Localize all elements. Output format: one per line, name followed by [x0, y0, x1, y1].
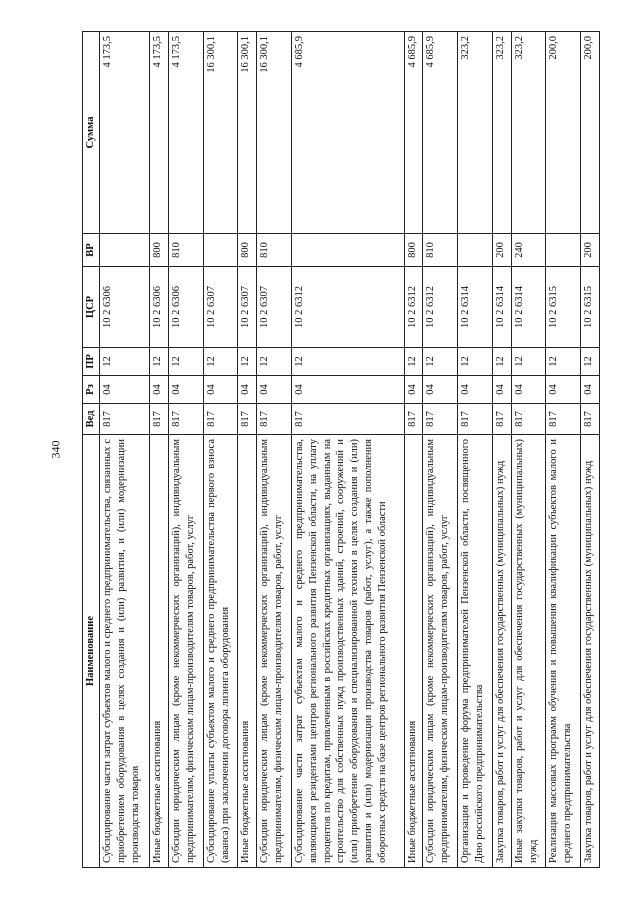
cell-vr: 800	[404, 234, 423, 267]
cell-ved: 817	[150, 404, 169, 435]
table-row	[546, 32, 581, 868]
cell-name: Субсидии юридическим лицам (кроме некоммерческих организаций), индивидуальным предпринимателям, физическим лицам-производителям товаров, работ, услуг	[257, 435, 292, 868]
cell-pr: 12	[291, 348, 404, 376]
table-row	[404, 32, 423, 868]
page-number: 340	[48, 440, 63, 459]
cell-csr: 10 2 6307	[238, 267, 257, 348]
header-vr: ВР	[83, 234, 100, 267]
cell-vr	[458, 234, 493, 267]
cell-csr: 10 2 6314	[458, 267, 493, 348]
cell-rz: 04	[203, 376, 238, 404]
cell-ved: 817	[203, 404, 238, 435]
cell-csr: 10 2 6314	[492, 267, 511, 348]
cell-ved: 817	[580, 404, 599, 435]
cell-sum: 4 685,9	[291, 32, 404, 234]
table-row	[169, 32, 204, 868]
cell-ved: 817	[404, 404, 423, 435]
table-row	[238, 32, 257, 868]
cell-vr	[546, 234, 581, 267]
table-row	[99, 32, 149, 868]
cell-pr: 12	[257, 348, 292, 376]
cell-vr: 200	[580, 234, 599, 267]
cell-ved: 817	[291, 404, 404, 435]
cell-vr: 240	[511, 234, 546, 267]
header-rz: Рз	[83, 376, 100, 404]
budget-table	[82, 31, 600, 868]
cell-sum: 323,2	[492, 32, 511, 234]
table-row	[257, 32, 292, 868]
cell-name: Субсидирование части затрат субъектам малого и среднего предпринимательства, являющимся резидентами центров регионального развития Пензенской области, на уплату процентов по кредитам, привлеченным в российских кредитных организациях, выданным на строительство для собственных нужд производственных зданий, строений, сооружений и (или) приобретение оборудования и специализированной техники в целях создания и (или) развития и (или) модернизации производства товаров (работ, услуг), а также пополнения оборотных средств на базе центров регионального развития Пензенской области	[291, 435, 404, 868]
cell-vr: 810	[423, 234, 458, 267]
cell-rz: 04	[458, 376, 493, 404]
cell-rz: 04	[423, 376, 458, 404]
cell-name: Иные закупки товаров, работ и услуг для обеспечения государственных (муниципальных) нужд	[511, 435, 546, 868]
cell-ved: 817	[546, 404, 581, 435]
cell-pr: 12	[458, 348, 493, 376]
cell-rz: 04	[99, 376, 149, 404]
cell-pr: 12	[169, 348, 204, 376]
cell-sum: 16 300,1	[203, 32, 238, 234]
cell-ved: 817	[169, 404, 204, 435]
cell-name: Субсидирование уплаты субъектом малого и среднего предпринимательства первого взноса (аванса) при заключении договора лизинга оборудования	[203, 435, 238, 868]
cell-sum: 323,2	[458, 32, 493, 234]
cell-name: Иные бюджетные ассигнования	[150, 435, 169, 868]
cell-pr: 12	[404, 348, 423, 376]
cell-ved: 817	[238, 404, 257, 435]
cell-sum: 4 685,9	[404, 32, 423, 234]
cell-csr: 10 2 6307	[257, 267, 292, 348]
cell-rz: 04	[291, 376, 404, 404]
cell-csr: 10 2 6312	[423, 267, 458, 348]
cell-pr: 12	[238, 348, 257, 376]
cell-ved: 817	[423, 404, 458, 435]
cell-name: Закупка товаров, работ и услуг для обеспечения государственных (муниципальных) нужд	[492, 435, 511, 868]
cell-vr: 810	[257, 234, 292, 267]
rotated-page-content	[82, 32, 600, 868]
cell-rz: 04	[238, 376, 257, 404]
cell-ved: 817	[257, 404, 292, 435]
table-row	[150, 32, 169, 868]
cell-ved: 817	[492, 404, 511, 435]
header-ved: Вед	[83, 404, 100, 435]
cell-csr: 10 2 6306	[99, 267, 149, 348]
cell-pr: 12	[546, 348, 581, 376]
cell-vr: 200	[492, 234, 511, 267]
cell-csr: 10 2 6306	[150, 267, 169, 348]
cell-sum: 16 300,1	[238, 32, 257, 234]
cell-csr: 10 2 6312	[291, 267, 404, 348]
cell-sum: 4 685,9	[423, 32, 458, 234]
cell-csr: 10 2 6315	[580, 267, 599, 348]
header-sum: Сумма	[83, 32, 100, 234]
cell-pr: 12	[511, 348, 546, 376]
cell-pr: 12	[423, 348, 458, 376]
cell-sum: 16 300,1	[257, 32, 292, 234]
cell-sum: 4 173,5	[150, 32, 169, 234]
table-row	[580, 32, 599, 868]
cell-vr	[99, 234, 149, 267]
table-row	[458, 32, 493, 868]
cell-ved: 817	[511, 404, 546, 435]
table-row	[492, 32, 511, 868]
cell-sum: 200,0	[546, 32, 581, 234]
cell-name: Субсидии юридическим лицам (кроме некоммерческих организаций), индивидуальным предпринимателям, физическим лицам-производителям товаров, работ, услуг	[423, 435, 458, 868]
cell-rz: 04	[257, 376, 292, 404]
cell-vr	[203, 234, 238, 267]
cell-csr: 10 2 6314	[511, 267, 546, 348]
cell-name: Субсидии юридическим лицам (кроме некоммерческих организаций), индивидуальным предпринимателям, физическим лицам-производителям товаров, работ, услуг	[169, 435, 204, 868]
cell-rz: 04	[150, 376, 169, 404]
cell-sum: 4 173,5	[169, 32, 204, 234]
cell-csr: 10 2 6307	[203, 267, 238, 348]
cell-csr: 10 2 6315	[546, 267, 581, 348]
cell-ved: 817	[458, 404, 493, 435]
cell-pr: 12	[203, 348, 238, 376]
header-pr: ПР	[83, 348, 100, 376]
cell-rz: 04	[511, 376, 546, 404]
table-row	[291, 32, 404, 868]
cell-pr: 12	[150, 348, 169, 376]
table-row	[511, 32, 546, 868]
cell-rz: 04	[580, 376, 599, 404]
table-header-row	[83, 32, 100, 868]
cell-rz: 04	[404, 376, 423, 404]
cell-rz: 04	[492, 376, 511, 404]
cell-name: Субсидирование части затрат субъектов малого и среднего предпринимательства, связанных с приобретением оборудования в целях создания и (или) развития, и (или) модернизации производства товаров	[99, 435, 149, 868]
cell-name: Реализация массовых программ обучения и повышения квалификации субъектов малого и среднего предпринимательства	[546, 435, 581, 868]
cell-vr	[291, 234, 404, 267]
cell-pr: 12	[492, 348, 511, 376]
cell-ved: 817	[99, 404, 149, 435]
cell-pr: 12	[580, 348, 599, 376]
header-name: Наименование	[83, 435, 100, 868]
cell-name: Иные бюджетные ассигнования	[238, 435, 257, 868]
cell-sum: 4 173,5	[99, 32, 149, 234]
cell-pr: 12	[99, 348, 149, 376]
cell-vr: 800	[150, 234, 169, 267]
cell-vr: 800	[238, 234, 257, 267]
cell-csr: 10 2 6312	[404, 267, 423, 348]
cell-sum: 200,0	[580, 32, 599, 234]
cell-csr: 10 2 6306	[169, 267, 204, 348]
cell-vr: 810	[169, 234, 204, 267]
table-row	[203, 32, 238, 868]
table-row	[423, 32, 458, 868]
cell-name: Иные бюджетные ассигнования	[404, 435, 423, 868]
header-csr: ЦСР	[83, 267, 100, 348]
cell-rz: 04	[546, 376, 581, 404]
cell-rz: 04	[169, 376, 204, 404]
cell-sum: 323,2	[511, 32, 546, 234]
table-body	[99, 32, 599, 868]
cell-name: Закупка товаров, работ и услуг для обеспечения государственных (муниципальных) нужд	[580, 435, 599, 868]
cell-name: Организация и проведение форума предпринимателей Пензенской области, посвященного Дню российского предпринимательства	[458, 435, 493, 868]
